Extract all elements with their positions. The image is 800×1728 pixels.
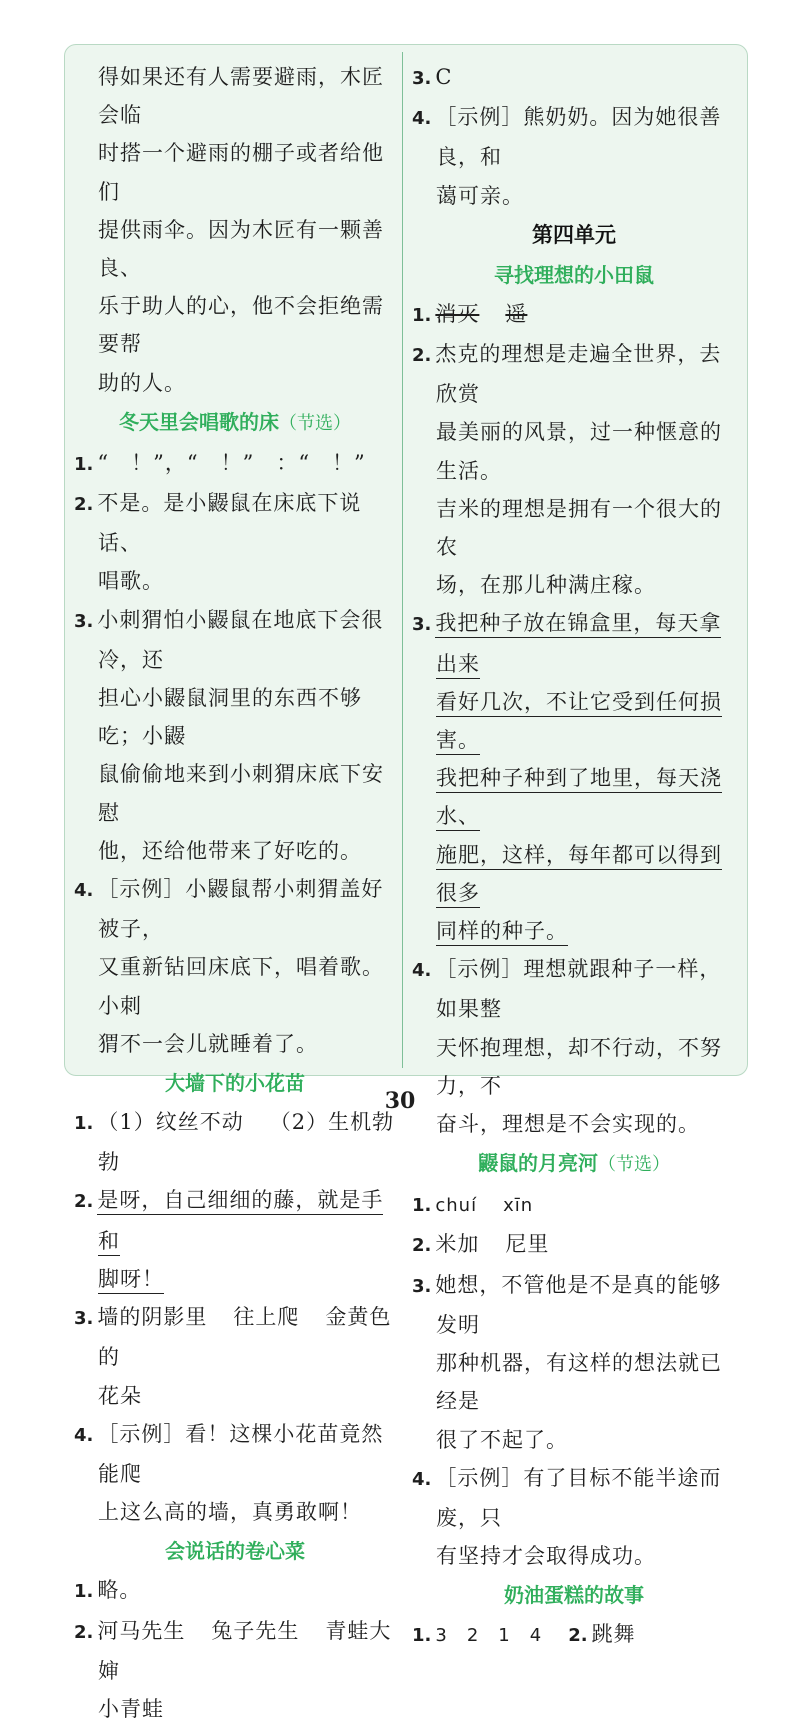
- answer-line: 吉米的理想是拥有一个很大的农: [436, 496, 722, 560]
- answer-line: 猬不一会儿就睡着了。: [98, 1031, 318, 1056]
- column-divider: [402, 52, 403, 1068]
- answer-line: 最美丽的风景，过一种惬意的生活。: [436, 420, 722, 483]
- section-title: 冬天里会唱歌的床（节选）: [119, 409, 351, 434]
- section-title: 鼹鼠的月亮河（节选）: [478, 1151, 670, 1176]
- answer-item: 4. ［示例］看！这棵小花苗竟然能爬: [74, 1421, 384, 1486]
- answer-item: 4. ［示例］理想就跟种子一样，如果整: [412, 957, 722, 1022]
- answer-line: 场，在那儿种满庄稼。: [436, 573, 656, 598]
- answer-item: 2. 河马先生 兔子先生 青蛙大婶: [74, 1618, 392, 1683]
- intro-line: 助的人。: [98, 370, 186, 395]
- answer-line: 鼠偷偷地来到小刺猬床底下安慰: [98, 762, 384, 825]
- underlined-answer: 我把种子种到了地里，每天浇水、: [436, 766, 722, 831]
- left-column: [74, 58, 396, 1728]
- unit-title: 第四单元: [532, 222, 616, 247]
- crossed-word: 遥: [505, 301, 528, 326]
- answer-line: 那种机器，有这样的想法就已经是: [436, 1351, 722, 1414]
- underlined-answer: 看好几次，不让它受到任何损害。: [436, 690, 722, 755]
- answer-item: 3. C: [412, 65, 453, 89]
- answer-item: 1. 3 2 1 4 2. 跳舞: [412, 1622, 636, 1647]
- underlined-answer: 脚呀！: [98, 1267, 164, 1294]
- answer-line: 又重新钻回床底下，唱着歌。小刺: [98, 955, 384, 1018]
- answer-line: [74, 1260, 396, 1298]
- intro-line: 提供雨伞。因为木匠有一颗善良、: [98, 217, 384, 281]
- page-number: 30: [384, 1088, 416, 1114]
- answer-item: 3. 她想，不管他是不是真的能够发明: [412, 1272, 722, 1337]
- section-title: 寻找理想的小田鼠: [494, 262, 654, 287]
- answer-item: 2. 杰克的理想是走遍全世界，去欣赏: [412, 342, 722, 407]
- answer-item: 4. ［示例］熊奶奶。因为她很善良，和: [412, 105, 722, 170]
- answer-item: 4. ［示例］小鼹鼠帮小刺猬盖好被子，: [74, 877, 384, 942]
- crossed-word: 消灭: [435, 301, 480, 326]
- answer-line: 唱歌。: [98, 569, 164, 594]
- answer-line: 有坚持才会取得成功。: [436, 1544, 656, 1569]
- underlined-answer: 是呀，自己细细的藤，就是手和: [97, 1188, 383, 1255]
- intro-line: 得如果还有人需要避雨，木匠会临: [98, 65, 384, 128]
- answer-item: 1. 略。: [74, 1578, 142, 1603]
- answer-line: 小青蛙: [98, 1696, 164, 1721]
- answer-item: 1. chuí xīn: [412, 1195, 534, 1217]
- answer-item: 4. ［示例］有了目标不能半途而废，只: [412, 1465, 722, 1530]
- section-title: 奶油蛋糕的故事: [504, 1583, 644, 1608]
- underlined-answer: 同样的种子。: [436, 919, 568, 946]
- answer-item: 3. 我把种子放在锦盒里，每天拿出来: [412, 604, 736, 682]
- answer-line: 担心小鼹鼠洞里的东西不够吃；小鼹: [98, 686, 362, 749]
- underlined-answer: 我把种子放在锦盒里，每天拿出来: [435, 611, 721, 678]
- answer-line: [412, 836, 736, 912]
- answer-line: 奋斗，理想是不会实现的。: [436, 1112, 700, 1137]
- answer-line: 很了不起了。: [436, 1427, 568, 1452]
- right-column: [412, 58, 736, 1656]
- intro-line: 乐于助人的心，他不会拒绝需要帮: [98, 294, 384, 357]
- answer-item: 1. （1）纹丝不动 （2）生机勃勃: [74, 1110, 395, 1175]
- answer-line: 天怀抱理想，却不行动，不努力，不: [436, 1035, 722, 1098]
- section-title: 大墙下的小花苗: [165, 1071, 305, 1096]
- answer-item: 3. 墙的阴影里 往上爬 金黄色的: [74, 1305, 392, 1370]
- answer-item: 2. 米加 尼里: [412, 1232, 550, 1257]
- answer-item: 1. “ ！”，“ ！” ：“ ！”: [74, 450, 366, 475]
- answer-item: 2. 是呀，自己细细的藤，就是手和: [74, 1181, 396, 1259]
- answer-item: 3. 小刺猬怕小鼹鼠在地底下会很冷，还: [74, 607, 384, 672]
- underlined-answer: 施肥，这样，每年都可以得到很多: [436, 843, 722, 908]
- answer-line: 花朵: [98, 1383, 142, 1408]
- answer-line: [412, 683, 736, 759]
- answer-line: 上这么高的墙，真勇敢啊！: [98, 1500, 362, 1525]
- answer-line: [412, 759, 736, 835]
- answer-line: [412, 912, 736, 950]
- answer-line: 蔼可亲。: [436, 183, 524, 208]
- intro-line: 时搭一个避雨的棚子或者给他们: [98, 141, 384, 204]
- answer-item: 1. 消灭 遥: [412, 301, 528, 326]
- answer-item: 2. 不是。是小鼹鼠在床底下说话、: [74, 491, 362, 556]
- answer-line: 他，还给他带来了好吃的。: [98, 838, 362, 863]
- section-title: 会说话的卷心菜: [165, 1539, 305, 1564]
